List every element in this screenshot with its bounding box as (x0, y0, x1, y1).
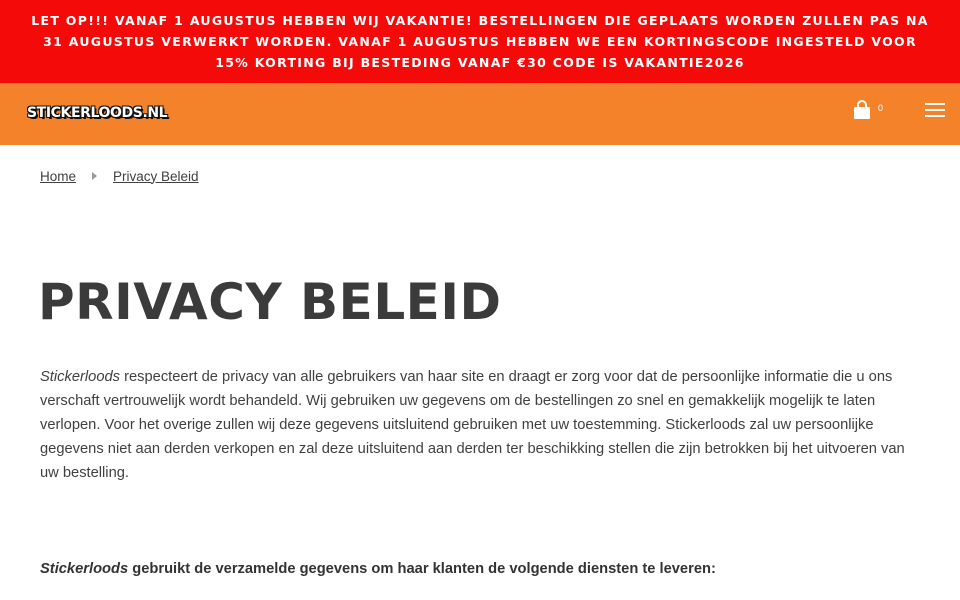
intro-text: respecteert de privacy van alle gebruikers van haar site en draagt er zorg voor dat de persoonlijke informatie die u ons verschaft vertrouwelijk wordt behandeld. Wij gebruiken uw gegevens om de bestellingen zo snel en gemakkelijk mogelijk te laten verlopen. Voor het overige zullen wij deze gegevens uitsluitend gebruiken met uw toestemming. Stickerloods zal uw persoonlijke gegevens niet aan derden verkopen en zal deze uitsluitend aan derden ter beschikking stellen die zijn betrokken bij het uitvoeren van uw bestelling. (40, 369, 905, 481)
breadcrumb-current-link[interactable]: Privacy Beleid (113, 168, 199, 184)
announcement-banner (0, 0, 960, 83)
breadcrumb-home-link[interactable]: Home (40, 168, 77, 184)
subhead-text: gebruikt de verzamelde gegevens om haar klanten de volgende diensten te leveren: (128, 561, 716, 577)
hamburger-menu-icon[interactable] (925, 102, 947, 118)
breadcrumb (40, 166, 199, 186)
announcement-text: LET OP!!! VANAF 1 AUGUSTUS HEBBEN WIJ VAKANTIE! BESTELLINGEN DIE GEPLAATS WORDEN ZULLEN PAS NA 31 AUGUSTUS VERWERKT WORDEN. VANAF 1 AUGUSTUS HEBBEN WE EEN KORTINGSCODE INGESTELD VOOR 15% KORTING BIJ BESTEDING VANAF €30 CODE IS VAKANTIE2026 (31, 13, 929, 70)
intro-brand: Stickerloods (40, 369, 120, 385)
menu-bar (925, 115, 945, 117)
triangle-right-icon (92, 172, 97, 180)
cart-button[interactable] (852, 100, 892, 122)
logo-text: STICKERLOODS (27, 105, 143, 121)
subhead-brand: Stickerloods (40, 561, 129, 577)
shopping-bag-icon (852, 100, 872, 120)
intro-paragraph (40, 365, 920, 485)
services-subheading (40, 557, 920, 581)
menu-bar (925, 103, 945, 105)
cart-count: 0 (878, 103, 884, 113)
site-logo[interactable] (27, 104, 167, 122)
page-title: PRIVACY BELEID (38, 273, 502, 331)
site-header (0, 83, 960, 145)
menu-bar (925, 109, 945, 111)
logo-suffix: .NL (142, 105, 168, 121)
